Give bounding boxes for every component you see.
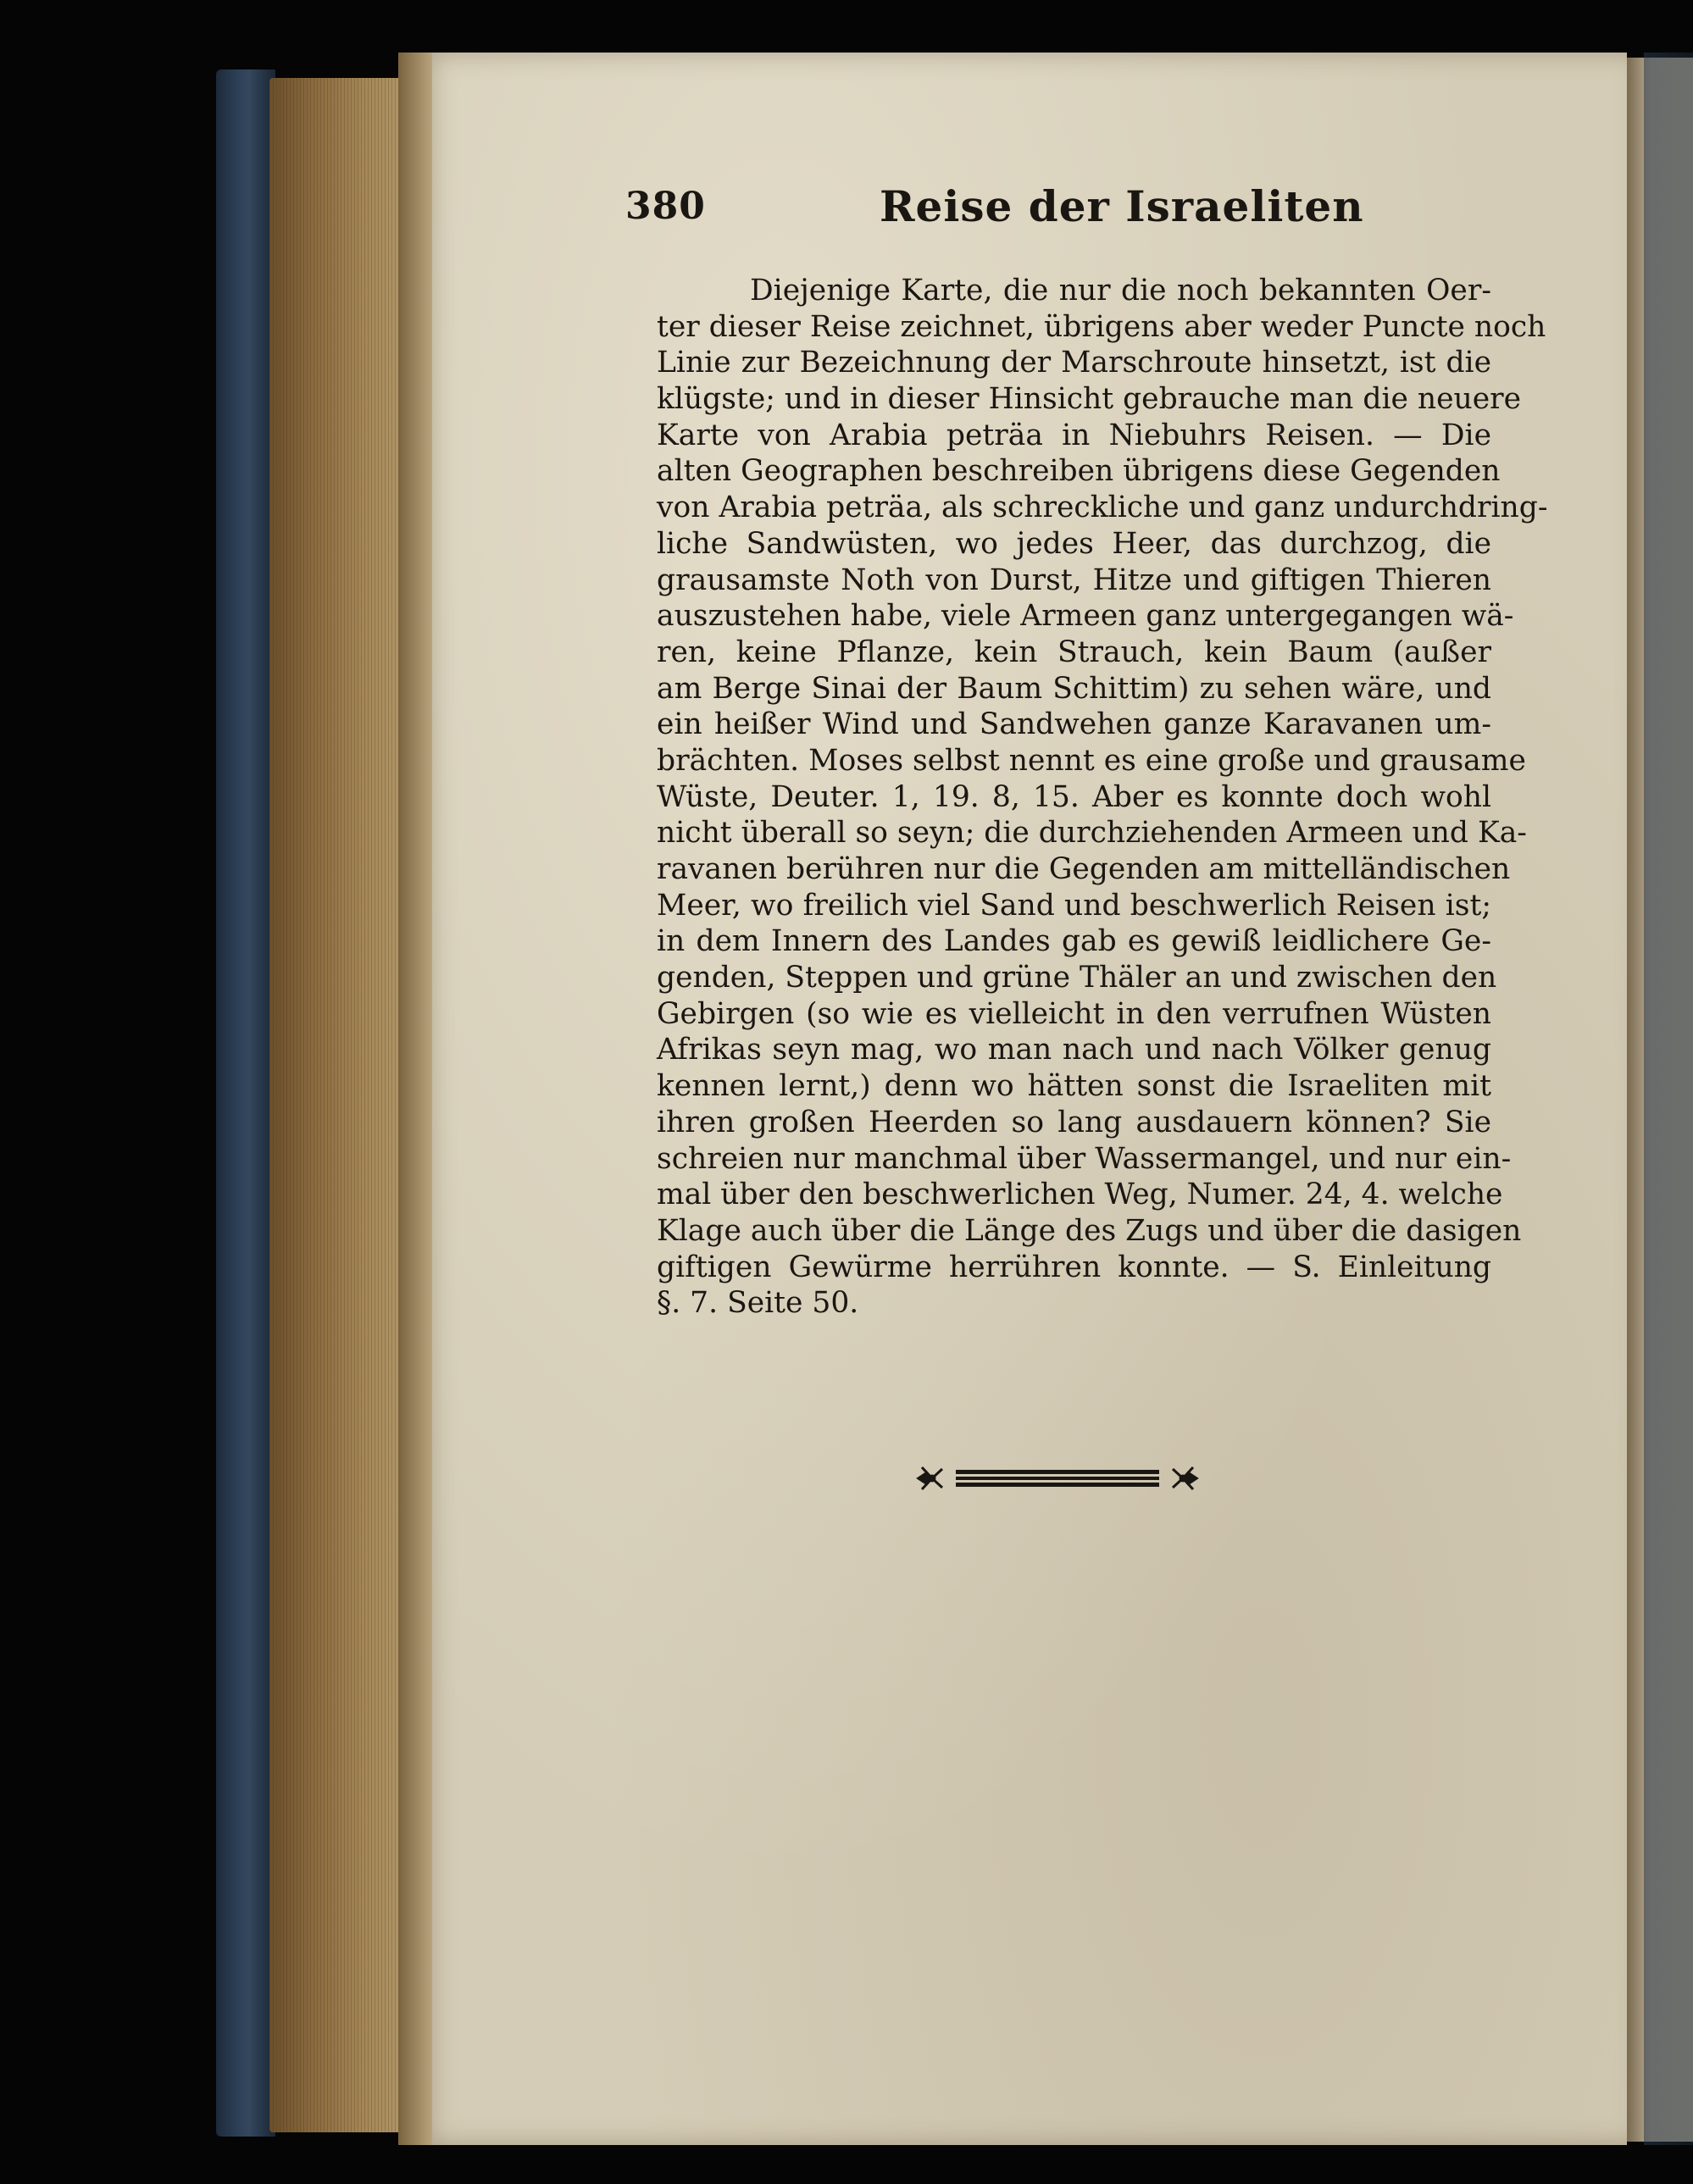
text-line: ihren großen Heerden so lang ausdauern können? Sie	[657, 1105, 1491, 1139]
text-line: brächten. Moses selbst nennt es eine große und grausame	[657, 743, 1526, 778]
text-line: ren, keine Pflanze, kein Strauch, kein Baum (außer	[657, 635, 1491, 669]
text-line: genden, Steppen und grüne Thäler an und zwischen den	[657, 961, 1497, 995]
book-cover-left	[216, 69, 275, 2137]
text-line: Diejenige Karte, die nur die noch bekannten Oer-	[750, 274, 1491, 308]
text-line: kennen lernt,) denn wo hätten sonst die Israeliten mit	[657, 1069, 1491, 1104]
text-line: nicht überall so seyn; die durchziehenden Armeen und Ka-	[657, 816, 1527, 851]
text-line: Afrikas seyn mag, wo man nach und nach Völker genug	[657, 1033, 1491, 1067]
text-line: klügste; und in dieser Hinsicht gebrauche man die neuere	[657, 382, 1522, 417]
text-line: ravanen berühren nur die Gegenden am mittelländischen	[657, 852, 1511, 886]
page-edges	[269, 78, 414, 2132]
body-text	[657, 273, 1548, 1322]
text-line: grausamste Noth von Durst, Hitze und giftigen Thieren	[657, 563, 1491, 597]
text-line: Karte von Arabia peträa in Niebuhrs Reisen. — Die	[657, 418, 1491, 452]
text-line: schreien nur manchmal über Wassermangel, und nur ein-	[657, 1141, 1512, 1176]
text-line: ter dieser Reise zeichnet, übrigens aber weder Puncte noch	[657, 309, 1546, 344]
text-line: in dem Innern des Landes gab es gewiß leidlichere Ge-	[657, 924, 1491, 959]
text-line: auszustehen habe, viele Armeen ganz untergegangen wä-	[657, 599, 1514, 634]
book-cover-right	[1644, 53, 1693, 2145]
text-line: ein heißer Wind und Sandwehen ganze Karavanen um-	[657, 707, 1491, 742]
text-line: Linie zur Bezeichnung der Marschroute hinsetzt, ist die	[657, 346, 1491, 380]
text-line: Gebirgen (so wie es vielleicht in den verrufnen Wüsten	[657, 996, 1491, 1031]
text-line: Klage auch über die Länge des Zugs und über die dasigen	[657, 1213, 1522, 1248]
text-line: liche Sandwüsten, wo jedes Heer, das durchzog, die	[657, 526, 1491, 561]
page-number: 380	[625, 185, 706, 228]
ornament-divider-icon	[913, 1459, 1202, 1498]
text-line: mal über den beschwerlichen Weg, Numer. 24, 4. welche	[657, 1178, 1503, 1212]
text-line: am Berge Sinai der Baum Schittim) zu sehen wäre, und	[657, 671, 1491, 706]
text-line: alten Geographen beschreiben übrigens diese Gegenden	[657, 454, 1501, 489]
running-title: Reise der Israeliten	[880, 181, 1364, 231]
text-line: §. 7. Seite 50.	[657, 1286, 859, 1321]
page-gutter	[398, 53, 432, 2145]
page-header	[625, 180, 1490, 239]
text-line: Wüste, Deuter. 1, 19. 8, 15. Aber es konnte doch wohl	[657, 779, 1491, 814]
text-line: giftigen Gewürme herrühren konnte. — S. Einleitung	[657, 1250, 1491, 1284]
text-line: Meer, wo freilich viel Sand und beschwerlich Reisen ist;	[657, 888, 1491, 923]
text-line: von Arabia peträa, als schreckliche und ganz undurchdring-	[657, 491, 1548, 525]
